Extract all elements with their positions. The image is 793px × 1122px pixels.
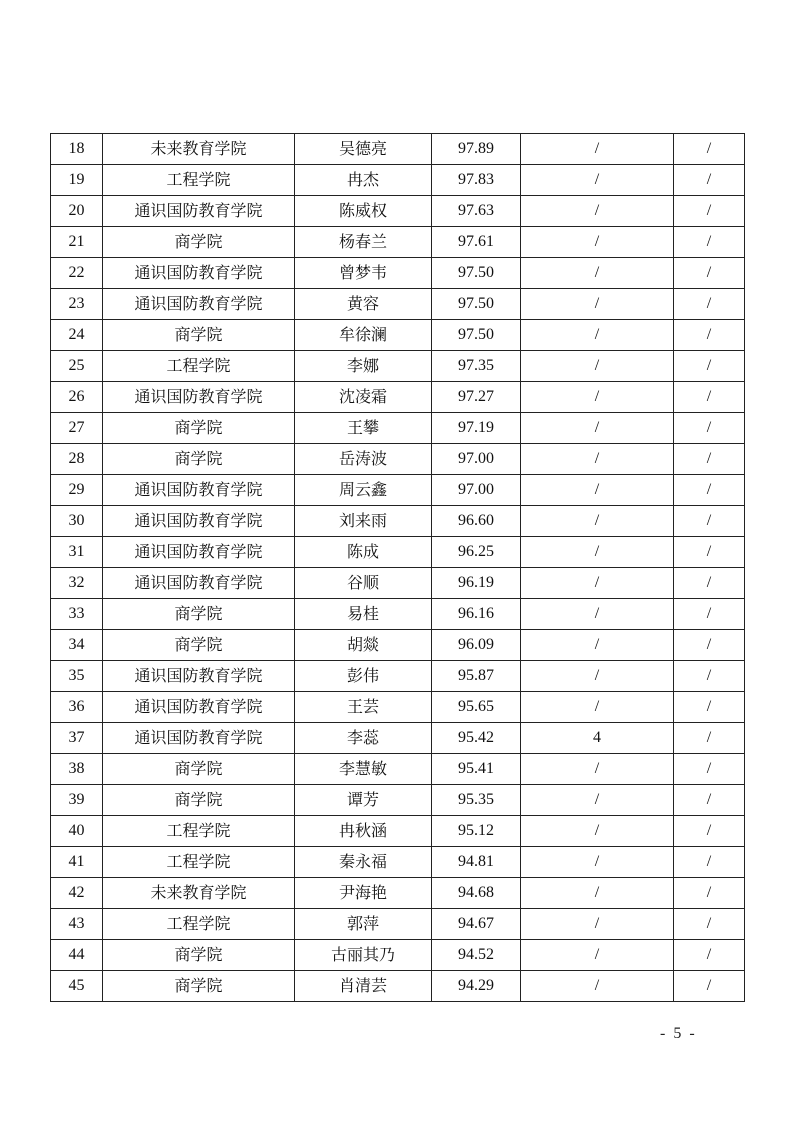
college-cell: 通识国防教育学院 (103, 537, 295, 568)
column-b-cell: / (674, 413, 745, 444)
table-row (51, 351, 745, 382)
rank-cell: 30 (51, 506, 103, 537)
table-row (51, 599, 745, 630)
column-b-cell: / (674, 351, 745, 382)
name-cell: 吴德亮 (295, 134, 432, 165)
score-cell: 96.09 (432, 630, 521, 661)
name-cell: 郭萍 (295, 909, 432, 940)
score-cell: 94.29 (432, 971, 521, 1002)
college-cell: 通识国防教育学院 (103, 568, 295, 599)
college-cell: 商学院 (103, 785, 295, 816)
score-cell: 96.60 (432, 506, 521, 537)
column-b-cell: / (674, 258, 745, 289)
column-b-cell: / (674, 661, 745, 692)
name-cell: 冉杰 (295, 165, 432, 196)
college-cell: 通识国防教育学院 (103, 506, 295, 537)
table-row (51, 537, 745, 568)
rank-cell: 31 (51, 537, 103, 568)
column-a-cell: / (521, 444, 674, 475)
name-cell: 秦永福 (295, 847, 432, 878)
score-cell: 97.61 (432, 227, 521, 258)
college-cell: 商学院 (103, 630, 295, 661)
name-cell: 王攀 (295, 413, 432, 444)
table-row (51, 258, 745, 289)
column-b-cell: / (674, 537, 745, 568)
college-cell: 工程学院 (103, 165, 295, 196)
score-cell: 97.89 (432, 134, 521, 165)
name-cell: 杨春兰 (295, 227, 432, 258)
score-cell: 97.35 (432, 351, 521, 382)
name-cell: 陈威权 (295, 196, 432, 227)
table-row (51, 909, 745, 940)
college-cell: 商学院 (103, 940, 295, 971)
column-b-cell: / (674, 878, 745, 909)
column-a-cell: / (521, 816, 674, 847)
column-b-cell: / (674, 568, 745, 599)
table-row (51, 382, 745, 413)
college-cell: 通识国防教育学院 (103, 382, 295, 413)
college-cell: 未来教育学院 (103, 878, 295, 909)
college-cell: 通识国防教育学院 (103, 475, 295, 506)
rank-cell: 36 (51, 692, 103, 723)
page-number: - 5 - (660, 1025, 697, 1042)
rank-cell: 42 (51, 878, 103, 909)
college-cell: 未来教育学院 (103, 134, 295, 165)
column-a-cell: / (521, 134, 674, 165)
college-cell: 通识国防教育学院 (103, 289, 295, 320)
name-cell: 周云鑫 (295, 475, 432, 506)
name-cell: 谷顺 (295, 568, 432, 599)
college-cell: 工程学院 (103, 909, 295, 940)
score-cell: 97.50 (432, 320, 521, 351)
name-cell: 陈成 (295, 537, 432, 568)
score-cell: 94.81 (432, 847, 521, 878)
column-b-cell: / (674, 444, 745, 475)
college-cell: 商学院 (103, 227, 295, 258)
table-row (51, 196, 745, 227)
ranking-table (50, 133, 745, 1002)
column-a-cell: / (521, 909, 674, 940)
column-b-cell: / (674, 289, 745, 320)
column-a-cell: / (521, 506, 674, 537)
rank-cell: 38 (51, 754, 103, 785)
column-b-cell: / (674, 630, 745, 661)
column-a-cell: / (521, 940, 674, 971)
column-b-cell: / (674, 909, 745, 940)
table-row (51, 878, 745, 909)
rank-cell: 34 (51, 630, 103, 661)
column-b-cell: / (674, 847, 745, 878)
score-cell: 95.65 (432, 692, 521, 723)
column-a-cell: / (521, 289, 674, 320)
column-a-cell: / (521, 165, 674, 196)
column-a-cell: / (521, 196, 674, 227)
column-a-cell: / (521, 320, 674, 351)
column-a-cell: / (521, 227, 674, 258)
column-a-cell: / (521, 382, 674, 413)
rank-cell: 45 (51, 971, 103, 1002)
column-b-cell: / (674, 692, 745, 723)
column-a-cell: / (521, 692, 674, 723)
column-a-cell: / (521, 878, 674, 909)
column-b-cell: / (674, 320, 745, 351)
table-row (51, 847, 745, 878)
column-b-cell: / (674, 723, 745, 754)
college-cell: 商学院 (103, 599, 295, 630)
score-cell: 95.42 (432, 723, 521, 754)
rank-cell: 41 (51, 847, 103, 878)
ranking-table-body (51, 134, 745, 1002)
name-cell: 沈凌霜 (295, 382, 432, 413)
name-cell: 谭芳 (295, 785, 432, 816)
table-row (51, 289, 745, 320)
column-b-cell: / (674, 506, 745, 537)
column-a-cell: / (521, 568, 674, 599)
rank-cell: 20 (51, 196, 103, 227)
column-a-cell: / (521, 847, 674, 878)
rank-cell: 24 (51, 320, 103, 351)
name-cell: 冉秋涵 (295, 816, 432, 847)
college-cell: 商学院 (103, 413, 295, 444)
score-cell: 97.63 (432, 196, 521, 227)
score-cell: 94.68 (432, 878, 521, 909)
college-cell: 工程学院 (103, 351, 295, 382)
column-b-cell: / (674, 599, 745, 630)
name-cell: 尹海艳 (295, 878, 432, 909)
column-a-cell: / (521, 971, 674, 1002)
rank-cell: 27 (51, 413, 103, 444)
score-cell: 95.41 (432, 754, 521, 785)
table-row (51, 506, 745, 537)
score-cell: 97.19 (432, 413, 521, 444)
score-cell: 95.35 (432, 785, 521, 816)
rank-cell: 23 (51, 289, 103, 320)
column-b-cell: / (674, 227, 745, 258)
table-row (51, 692, 745, 723)
column-a-cell: / (521, 351, 674, 382)
table-row (51, 413, 745, 444)
college-cell: 工程学院 (103, 847, 295, 878)
table-row (51, 227, 745, 258)
column-b-cell: / (674, 196, 745, 227)
college-cell: 商学院 (103, 971, 295, 1002)
name-cell: 牟徐澜 (295, 320, 432, 351)
rank-cell: 26 (51, 382, 103, 413)
rank-cell: 18 (51, 134, 103, 165)
column-a-cell: / (521, 599, 674, 630)
table-row (51, 320, 745, 351)
name-cell: 易桂 (295, 599, 432, 630)
column-a-cell: / (521, 785, 674, 816)
column-b-cell: / (674, 134, 745, 165)
table-row (51, 444, 745, 475)
rank-cell: 37 (51, 723, 103, 754)
score-cell: 97.50 (432, 289, 521, 320)
name-cell: 曾梦韦 (295, 258, 432, 289)
table-row (51, 723, 745, 754)
column-b-cell: / (674, 785, 745, 816)
score-cell: 97.50 (432, 258, 521, 289)
college-cell: 商学院 (103, 320, 295, 351)
name-cell: 黄容 (295, 289, 432, 320)
score-cell: 95.87 (432, 661, 521, 692)
name-cell: 刘来雨 (295, 506, 432, 537)
score-cell: 97.27 (432, 382, 521, 413)
college-cell: 通识国防教育学院 (103, 723, 295, 754)
name-cell: 古丽其乃 (295, 940, 432, 971)
column-b-cell: / (674, 754, 745, 785)
column-b-cell: / (674, 940, 745, 971)
score-cell: 97.00 (432, 444, 521, 475)
table-row (51, 785, 745, 816)
column-a-cell: / (521, 475, 674, 506)
score-cell: 94.52 (432, 940, 521, 971)
column-a-cell: / (521, 630, 674, 661)
rank-cell: 35 (51, 661, 103, 692)
score-cell: 96.19 (432, 568, 521, 599)
table-row (51, 165, 745, 196)
rank-cell: 33 (51, 599, 103, 630)
column-b-cell: / (674, 165, 745, 196)
column-b-cell: / (674, 382, 745, 413)
column-a-cell: 4 (521, 723, 674, 754)
college-cell: 工程学院 (103, 816, 295, 847)
rank-cell: 25 (51, 351, 103, 382)
column-a-cell: / (521, 537, 674, 568)
name-cell: 王芸 (295, 692, 432, 723)
table-row (51, 661, 745, 692)
name-cell: 李娜 (295, 351, 432, 382)
column-a-cell: / (521, 661, 674, 692)
name-cell: 胡燚 (295, 630, 432, 661)
table-row (51, 940, 745, 971)
rank-cell: 32 (51, 568, 103, 599)
rank-cell: 29 (51, 475, 103, 506)
table-row (51, 630, 745, 661)
college-cell: 通识国防教育学院 (103, 258, 295, 289)
table-row (51, 816, 745, 847)
column-b-cell: / (674, 816, 745, 847)
rank-cell: 28 (51, 444, 103, 475)
column-a-cell: / (521, 413, 674, 444)
name-cell: 岳涛波 (295, 444, 432, 475)
rank-cell: 22 (51, 258, 103, 289)
score-cell: 94.67 (432, 909, 521, 940)
score-cell: 97.00 (432, 475, 521, 506)
college-cell: 商学院 (103, 754, 295, 785)
name-cell: 李蕊 (295, 723, 432, 754)
college-cell: 通识国防教育学院 (103, 661, 295, 692)
column-b-cell: / (674, 475, 745, 506)
name-cell: 肖清芸 (295, 971, 432, 1002)
name-cell: 彭伟 (295, 661, 432, 692)
score-cell: 95.12 (432, 816, 521, 847)
rank-cell: 39 (51, 785, 103, 816)
score-cell: 96.25 (432, 537, 521, 568)
column-a-cell: / (521, 258, 674, 289)
score-cell: 96.16 (432, 599, 521, 630)
table-row (51, 134, 745, 165)
college-cell: 商学院 (103, 444, 295, 475)
rank-cell: 40 (51, 816, 103, 847)
table-row (51, 971, 745, 1002)
rank-cell: 21 (51, 227, 103, 258)
score-cell: 97.83 (432, 165, 521, 196)
table-row (51, 568, 745, 599)
college-cell: 通识国防教育学院 (103, 196, 295, 227)
table-row (51, 475, 745, 506)
rank-cell: 43 (51, 909, 103, 940)
column-a-cell: / (521, 754, 674, 785)
college-cell: 通识国防教育学院 (103, 692, 295, 723)
rank-cell: 44 (51, 940, 103, 971)
column-b-cell: / (674, 971, 745, 1002)
name-cell: 李慧敏 (295, 754, 432, 785)
rank-cell: 19 (51, 165, 103, 196)
table-row (51, 754, 745, 785)
